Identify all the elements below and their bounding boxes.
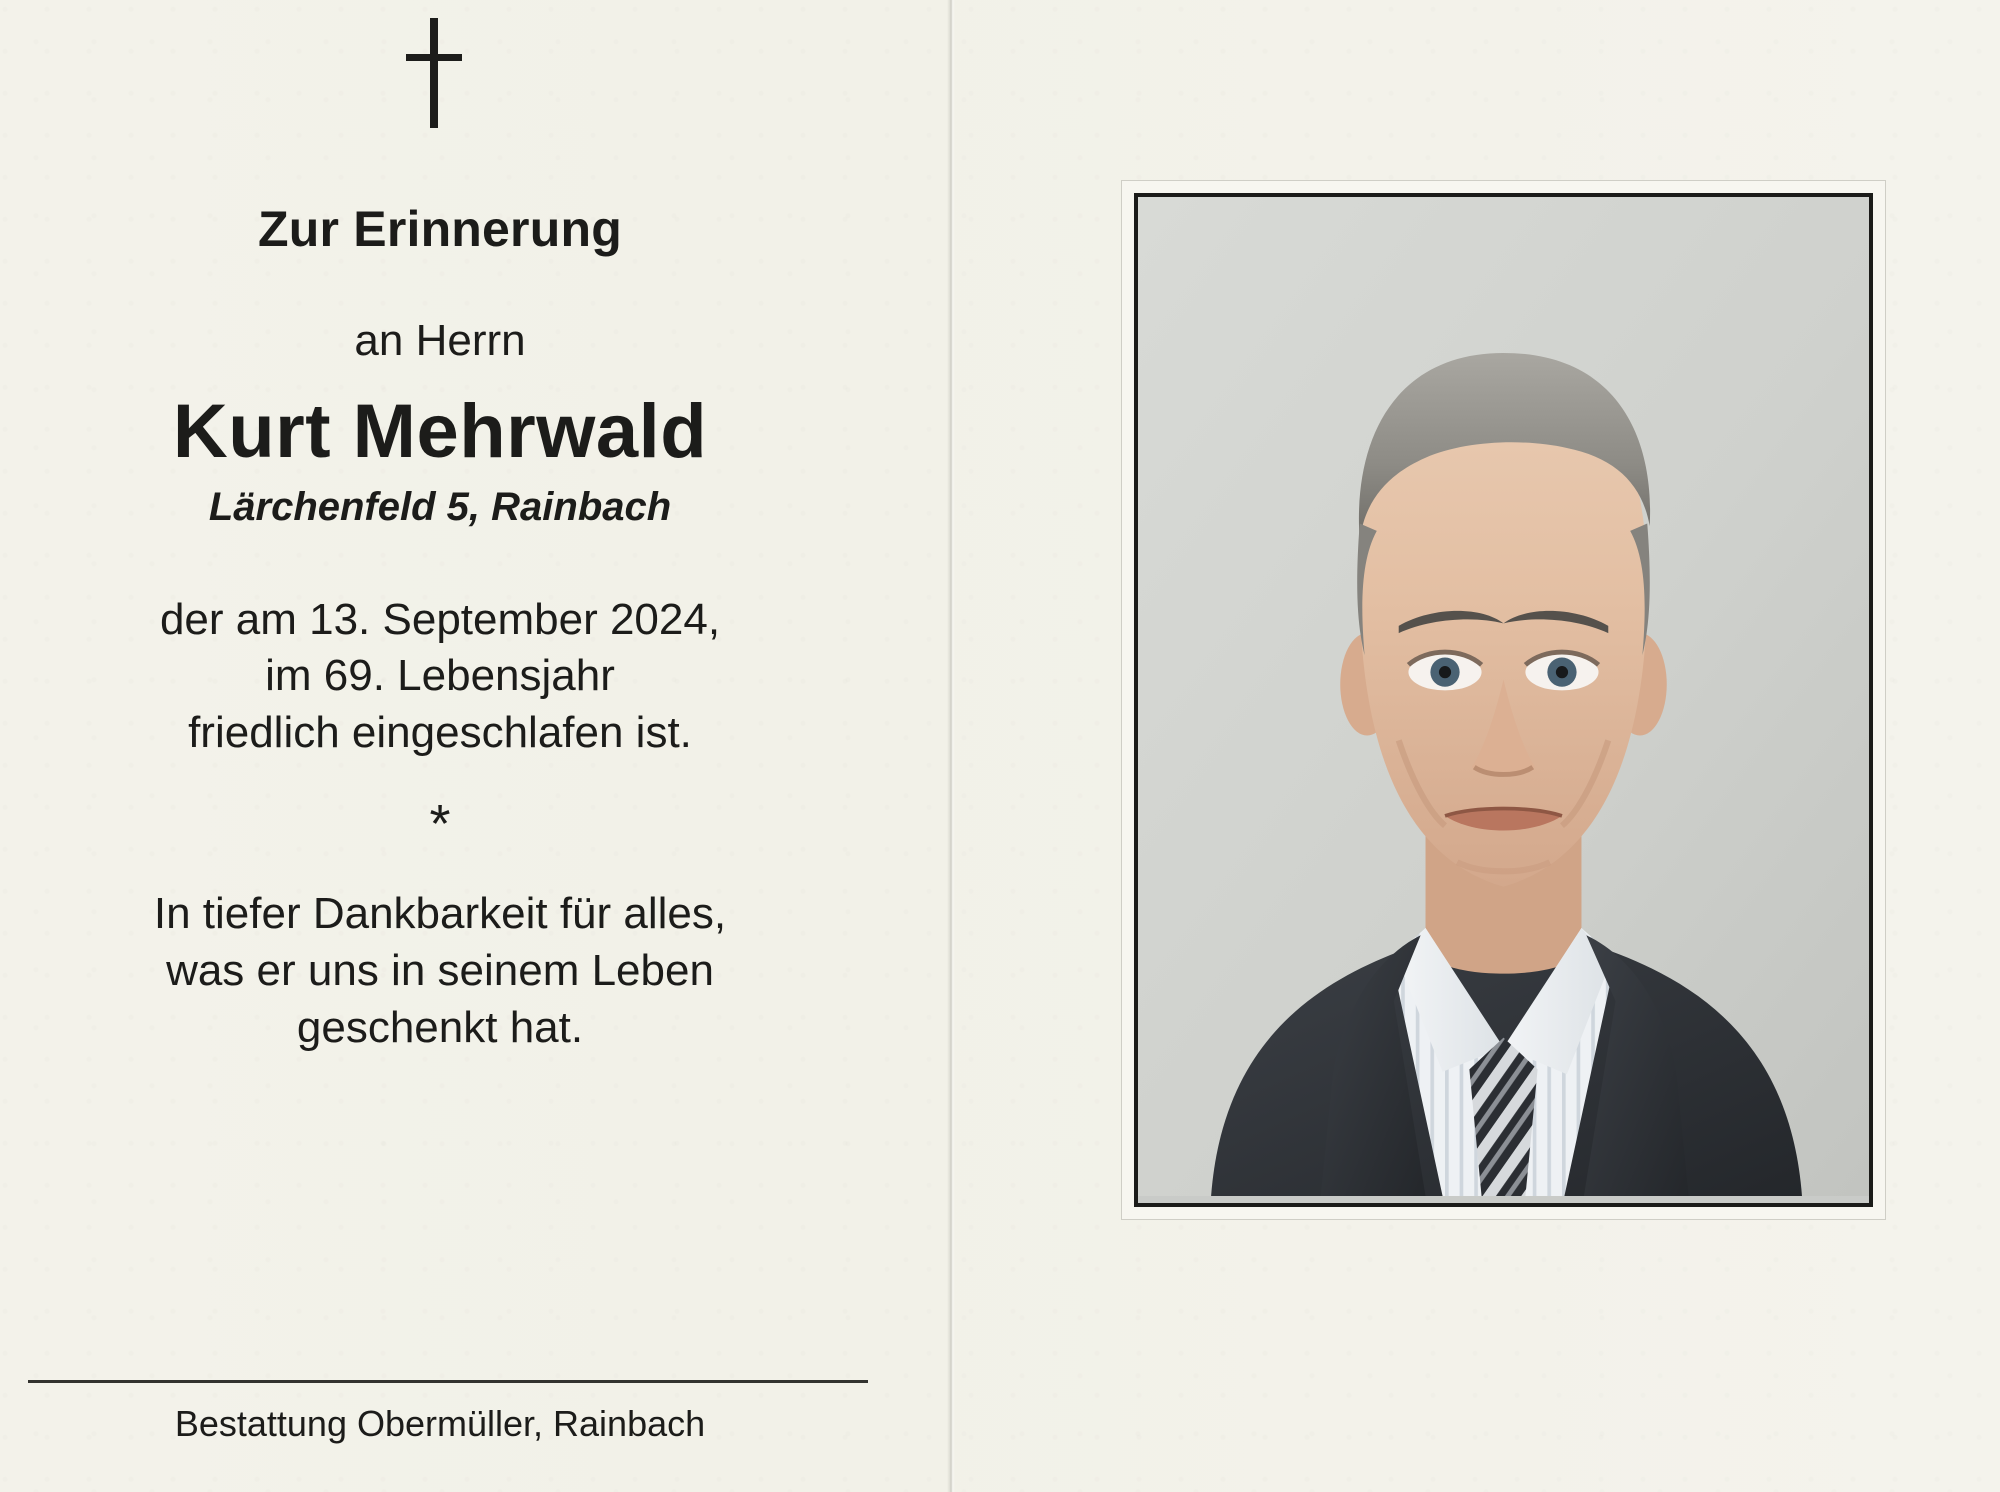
latin-cross-icon xyxy=(400,18,468,128)
right-page xyxy=(956,0,2000,1492)
memorial-heading: Zur Erinnerung xyxy=(258,201,622,257)
footer-divider xyxy=(28,1380,868,1383)
death-paragraph-line: der am 13. September 2024, xyxy=(159,595,721,644)
deceased-name: Kurt Mehrwald xyxy=(172,389,708,474)
death-paragraph-line: friedlich eingeschlafen ist. xyxy=(188,707,692,757)
left-page xyxy=(0,0,950,1492)
death-paragraph xyxy=(0,592,880,761)
portrait-illustration xyxy=(1138,197,1869,1196)
gratitude-paragraph-line: In tiefer Dankbarkeit für alles, xyxy=(153,888,727,938)
cross-horizontal-bar xyxy=(406,54,462,61)
gratitude-paragraph-line: geschenkt hat. xyxy=(296,1003,584,1053)
portrait-photo xyxy=(1134,193,1873,1207)
memorial-salutation: an Herrn xyxy=(354,316,526,365)
death-paragraph-line: im 69. Lebensjahr xyxy=(265,651,615,701)
asterisk-separator: * xyxy=(429,793,451,854)
gratitude-paragraph-line: was er uns in seinem Leben xyxy=(166,946,714,996)
cross-vertical-bar xyxy=(430,18,438,128)
gratitude-paragraph xyxy=(0,885,880,1057)
memorial-text-block xyxy=(0,200,880,1057)
funeral-home-credit: Bestattung Obermüller, Rainbach xyxy=(174,1403,706,1444)
portrait-frame xyxy=(1121,180,1886,1220)
deceased-address: Lärchenfeld 5, Rainbach xyxy=(208,485,672,529)
